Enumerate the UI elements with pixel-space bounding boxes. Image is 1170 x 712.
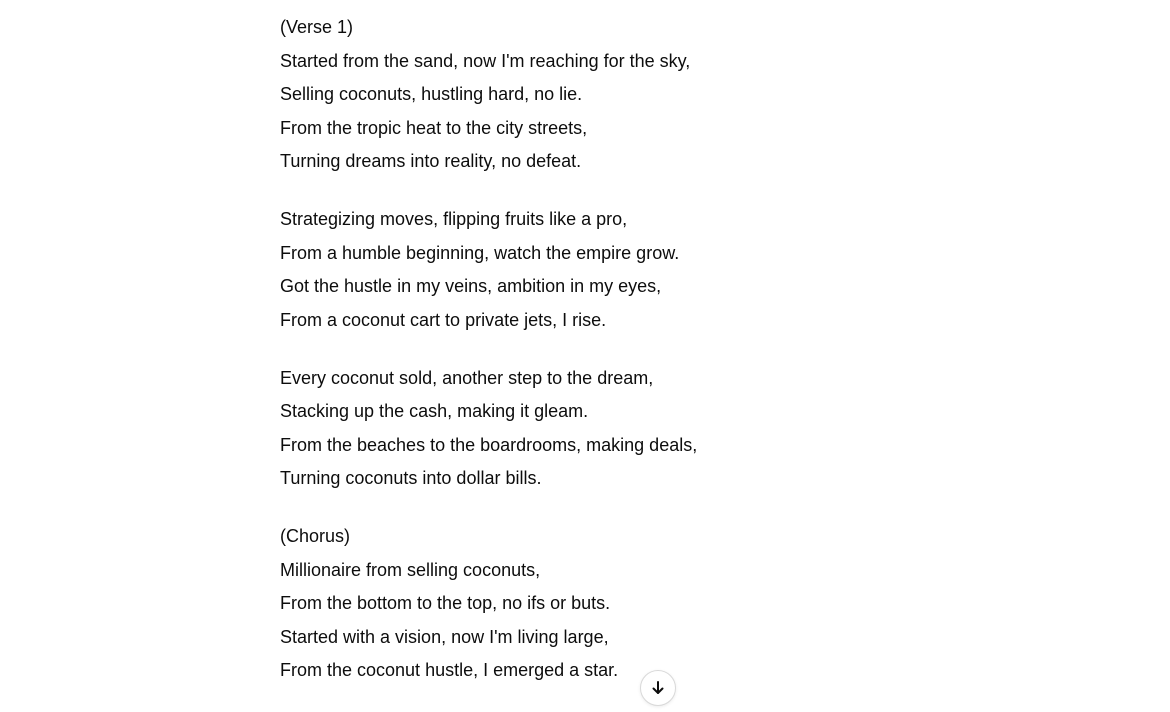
lyric-line: Started with a vision, now I'm living large, — [280, 626, 609, 647]
lyric-line: (Verse 1) — [280, 17, 354, 37]
lyric-line: Millionaire from selling coconuts, — [280, 559, 541, 580]
lyric-line: (Chorus) — [280, 526, 351, 546]
lyric-line: From a humble beginning, watch the empire grow. — [280, 242, 680, 263]
lyric-line: Turning coconuts into dollar bills. — [280, 468, 542, 488]
lyric-line: From the coconut hustle, I emerged a star. — [280, 660, 619, 680]
lyric-line: Started from the sand, now I'm reaching for the sky, — [280, 50, 691, 71]
assistant-message — [280, 11, 900, 712]
lyric-line: Selling coconuts, hustling hard, no lie. — [280, 84, 583, 104]
lyric-line: From the bottom to the top, no ifs or buts. — [280, 593, 611, 613]
lyric-line: Got the hustle in my veins, ambition in my eyes, — [280, 276, 662, 296]
verse-1-stanza-2 — [280, 203, 900, 337]
chorus-stanza — [280, 520, 900, 688]
arrow-down-icon — [650, 680, 666, 696]
lyric-line: From the tropic heat to the city streets, — [280, 117, 588, 138]
verse-1-stanza-3 — [280, 362, 900, 496]
lyric-line: From a coconut cart to private jets, I rise. — [280, 309, 607, 330]
lyric-line: Stacking up the cash, making it gleam. — [280, 401, 589, 421]
verse-1-stanza — [280, 11, 900, 179]
lyric-line: Turning dreams into reality, no defeat. — [280, 151, 582, 171]
scroll-to-bottom-button[interactable] — [640, 670, 676, 706]
lyric-line: From the beaches to the boardrooms, making deals, — [280, 434, 698, 455]
lyric-line: Strategizing moves, flipping fruits like a pro, — [280, 209, 628, 229]
lyric-line: Every coconut sold, another step to the dream, — [280, 367, 654, 388]
